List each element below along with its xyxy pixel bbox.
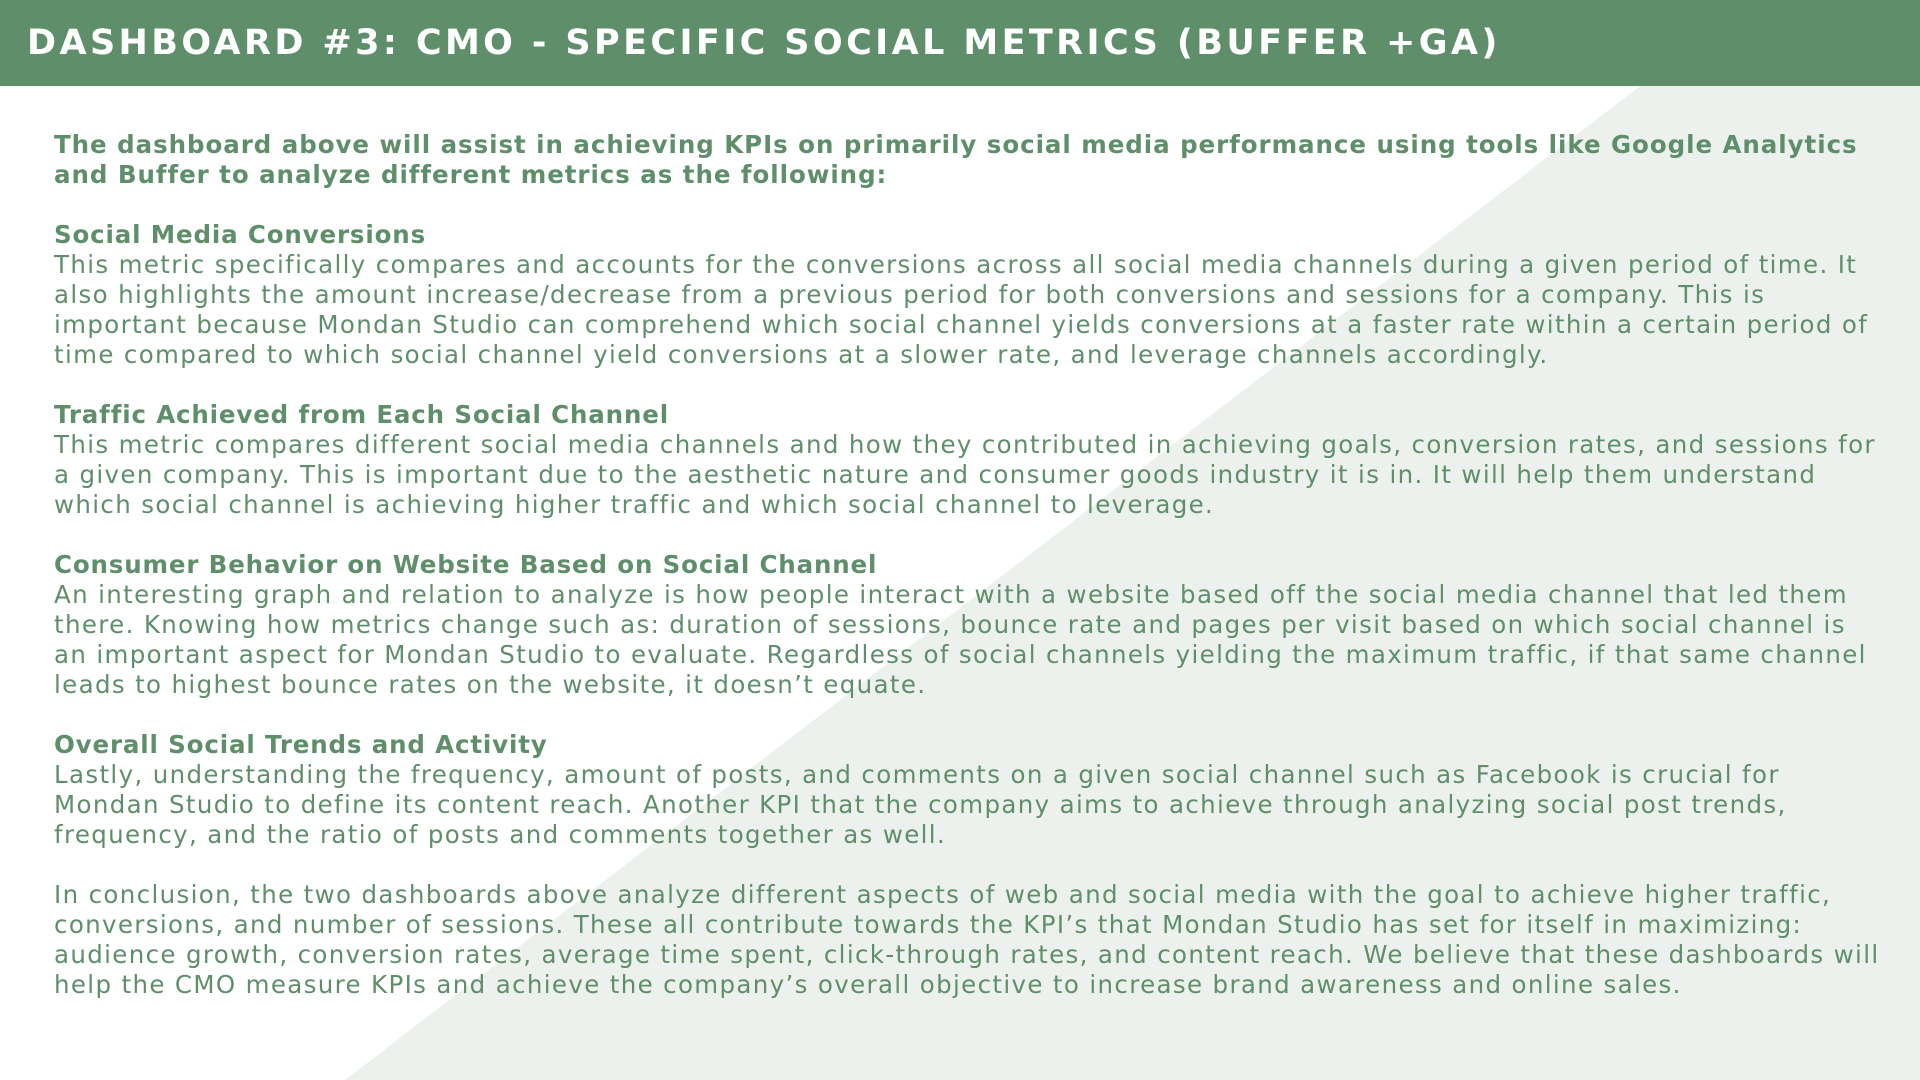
- section-heading: Social Media Conversions: [54, 220, 427, 249]
- slide-content: [54, 130, 1884, 1000]
- section-heading: Consumer Behavior on Website Based on Social Channel: [54, 550, 878, 579]
- section-consumer-behavior: [54, 550, 1884, 700]
- section-body: Lastly, understanding the frequency, amount of posts, and comments on a given social channel such as Facebook is crucial for Mondan Studio to define its content reach. Another KPI that the company aims to achieve through analyzing social post trends, frequency, and the ratio of posts and comments together as well.: [54, 760, 1787, 849]
- section-body: This metric compares different social media channels and how they contributed in achieving goals, conversion rates, and sessions for a given company. This is important due to the aesthetic nature and consumer goods industry it is in. It will help them understand which social channel is achieving higher traffic and which social channel to leverage.: [54, 430, 1876, 519]
- header-bar: [0, 0, 1920, 86]
- section-traffic-by-channel: [54, 400, 1884, 520]
- section-heading: Overall Social Trends and Activity: [54, 730, 548, 759]
- conclusion-paragraph: In conclusion, the two dashboards above analyze different aspects of web and social media with the goal to achieve higher traffic, conversions, and number of sessions. These all contribute towards the KPI’s that Mondan Studio has set for itself in maximizing: audience growth, conversion rates, average time spent, click-through rates, and content reach. We believe that these dashboards will help the CMO measure KPIs and achieve the company’s overall objective to increase brand awareness and online sales.: [54, 880, 1880, 999]
- page-title: DASHBOARD #3: CMO - SPECIFIC SOCIAL METRICS (BUFFER +GA): [27, 23, 1501, 63]
- section-social-media-conversions: [54, 220, 1884, 370]
- section-social-trends: [54, 730, 1884, 850]
- intro-paragraph: The dashboard above will assist in achieving KPIs on primarily social media performance using tools like Google Analytics and Buffer to analyze different metrics as the following:: [54, 130, 1858, 189]
- section-body: This metric specifically compares and accounts for the conversions across all social media channels during a given period of time. It also highlights the amount increase/decrease from a previous period for both conversions and sessions for a company. This is important because Mondan Studio can comprehend which social channel yields conversions at a faster rate within a certain period of time compared to which social channel yield conversions at a slower rate, and leverage channels accordingly.: [54, 250, 1869, 369]
- section-heading: Traffic Achieved from Each Social Channel: [54, 400, 669, 429]
- section-body: An interesting graph and relation to analyze is how people interact with a website based off the social media channel that led them there. Knowing how metrics change such as: duration of sessions, bounce rate and pages per visit based on which social channel is an important aspect for Mondan Studio to evaluate. Regardless of social channels yielding the maximum traffic, if that same channel leads to highest bounce rates on the website, it doesn’t equate.: [54, 580, 1867, 699]
